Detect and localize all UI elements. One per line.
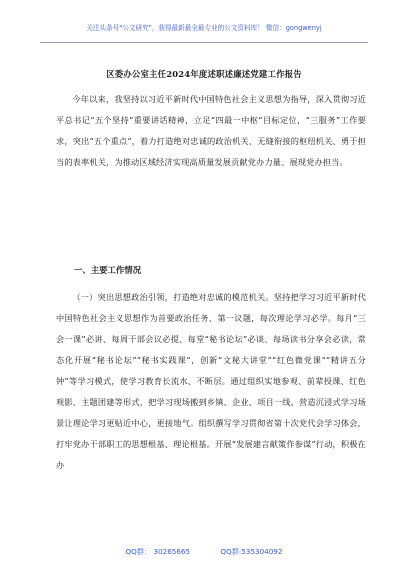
section-paragraph: （一）突出思想政治引领，打造绝对忠诚的模范机关。坚持把学习习近平新时代中国特色社会主义思想作为首要政治任务、第一议题，每次理论学习必学。每月“三会一课”必讲、每周干部会议必提、每堂“秘书论坛”必谈、每场读书分享会必读，常态化开展“秘书论坛”“秘书实践课”，创新“文秘大讲堂”“红色微党课”“精讲五分钟”等学习模式，使学习教育长流水、不断层。通过组织实地参观、前辈授课、红色观影、主题团建等形式，把学习现场搬到乡镇、企业、项目一线，营造沉浸式学习场景让理论学习更贴近中心，更接地气。组织撰写学习贯彻省第十次党代会学习体会，打牢党办干部职工的思想根基、理论根基。开展“发展建言献策作参谋”行动，积极在办: [56, 292, 366, 470]
section-heading: 一、主要工作情况: [74, 265, 141, 275]
footer-qq-secondary: QQ群:535304092: [220, 547, 283, 556]
footer: [0, 547, 408, 557]
document-title: 区委办公室主任2024年度述职述廉述党建工作报告: [106, 69, 302, 79]
intro-paragraph: 今年以来，我坚持以习近平新时代中国特色社会主义思想为指导，深入贯彻习近平总书记“五个坚持”重要讲话精神，立足“四最一中枢”目标定位，“三服务”工作要求，突出“五个重点”，着力打造绝对忠诚的政治机关、无缝衔接的枢纽机关、勇于担当的表率机关，为推动区域经济实现高质量发展贡献党办力量、展现党办担当。: [56, 94, 366, 167]
footer-qq-primary: QQ群： 30265665: [125, 547, 191, 556]
header-banner: 关注头条号"公文研究"，获得最新最全最专业的公文资料库！ 微信：gongwenyj: [86, 24, 322, 32]
header-divider: [40, 42, 368, 43]
